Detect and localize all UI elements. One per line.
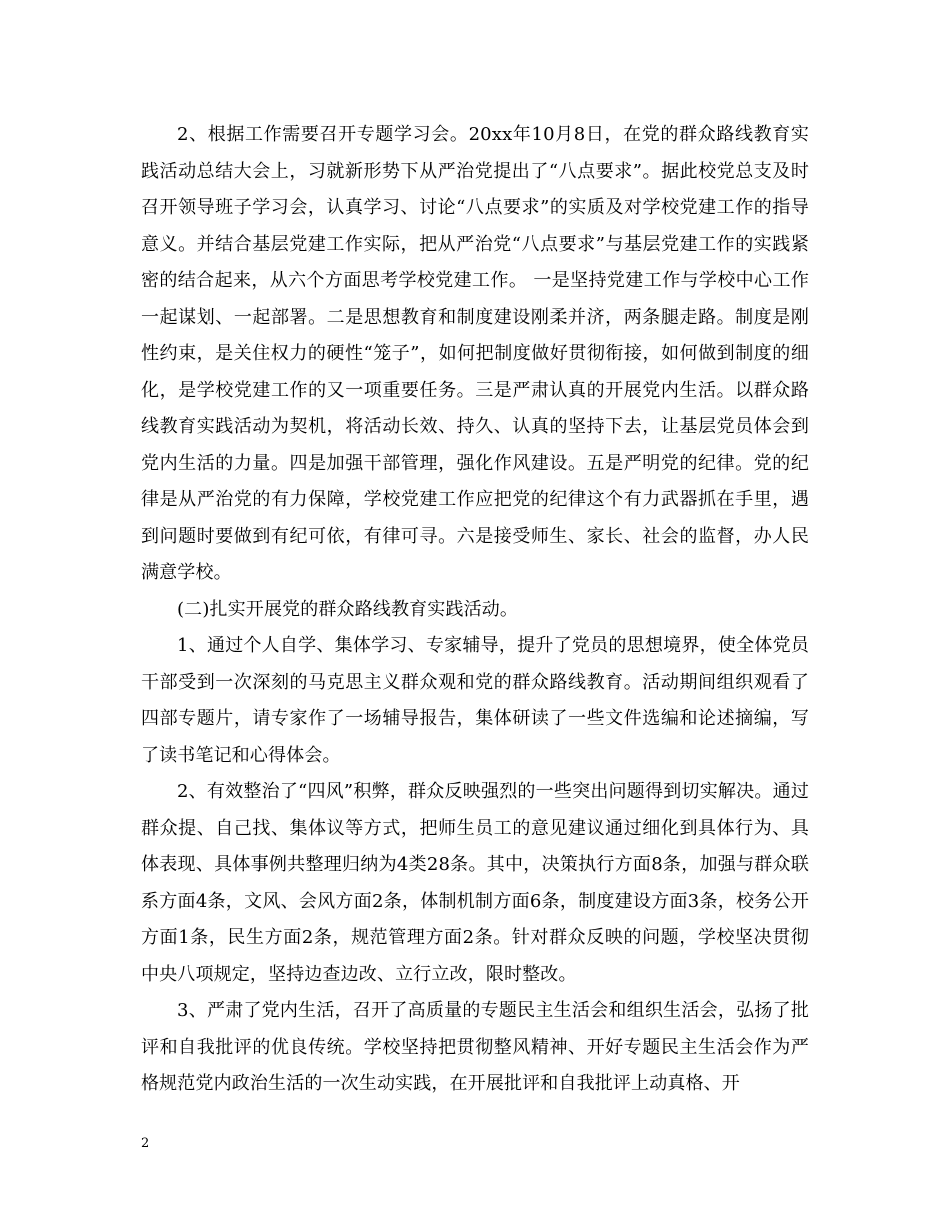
paragraph-party-life: 3、严肃了党内生活，召开了高质量的专题民主生活会和组织生活会，弘扬了批评和自我批评的优良传统。学校坚持把贯彻整风精神、开好专题民主生活会作为严格规范党内政治生活的一次生动实践，在开展批评和自我批评上动真格、开 xyxy=(141,1000,809,1094)
paragraph-section-heading: (二)扎实开展党的群众路线教育实践活动。 xyxy=(177,598,519,620)
page-number: 2 xyxy=(141,1136,150,1151)
paragraph-self-study: 1、通过个人自学、集体学习、专家辅导，提升了党员的思想境界，使全体党员干部受到一次深刻的马克思主义群众观和党的群众路线教育。活动期间组织观看了四部专题片，请专家作了一场辅导报告，集体研读了一些文件选编和论述摘编，写了读书笔记和心得体会。 xyxy=(141,635,809,766)
document-body xyxy=(141,117,809,1103)
paragraph-four-winds: 2、有效整治了“四风”积弊，群众反映强烈的一些突出问题得到切实解决。通过群众提、自己找、集体议等方式，把师生员工的意见建议通过细化到具体行为、具体表现、具体事例共整理归纳为4类28条。其中，决策执行方面8条，加强与群众联系方面4条，文风、会风方面2条，体制机制方面6条，制度建设方面3条，校务公开方面1条，民生方面2条，规范管理方面2条。针对群众反映的问题，学校坚决贯彻中央八项规定，坚持边查边改、立行立改，限时整改。 xyxy=(141,781,809,985)
paragraph-party-building-study: 2、根据工作需要召开专题学习会。20xx年10月8日，在党的群众路线教育实践活动总结大会上，习就新形势下从严治党提出了“八点要求”。据此校党总支及时召开领导班子学习会，认真学习、讨论“八点要求”的实质及对学校党建工作的指导意义。并结合基层党建工作实际，把从严治党“八点要求”与基层党建工作的实践紧密的结合起来，从六个方面思考学校党建工作。 一是坚持党建工作与学校中心工作一起谋划、一起部署。二是思想教育和制度建设刚柔并济，两条腿走路。制度是刚性约束，是关住权力的硬性“笼子”，如何把制度做好贯彻衔接，如何做到制度的细化，是学校党建工作的又一项重要任务。三是严肃认真的开展党内生活。以群众路线教育实践活动为契机，将活动长效、持久、认真的坚持下去，让基层党员体会到党内生活的力量。四是加强干部管理，强化作风建设。五是严明党的纪律。党的纪律是从严治党的有力保障，学校党建工作应把党的纪律这个有力武器抓在手里，遇到问题时要做到有纪可依，有律可寻。六是接受师生、家长、社会的监督，办人民满意学校。 xyxy=(141,124,809,583)
